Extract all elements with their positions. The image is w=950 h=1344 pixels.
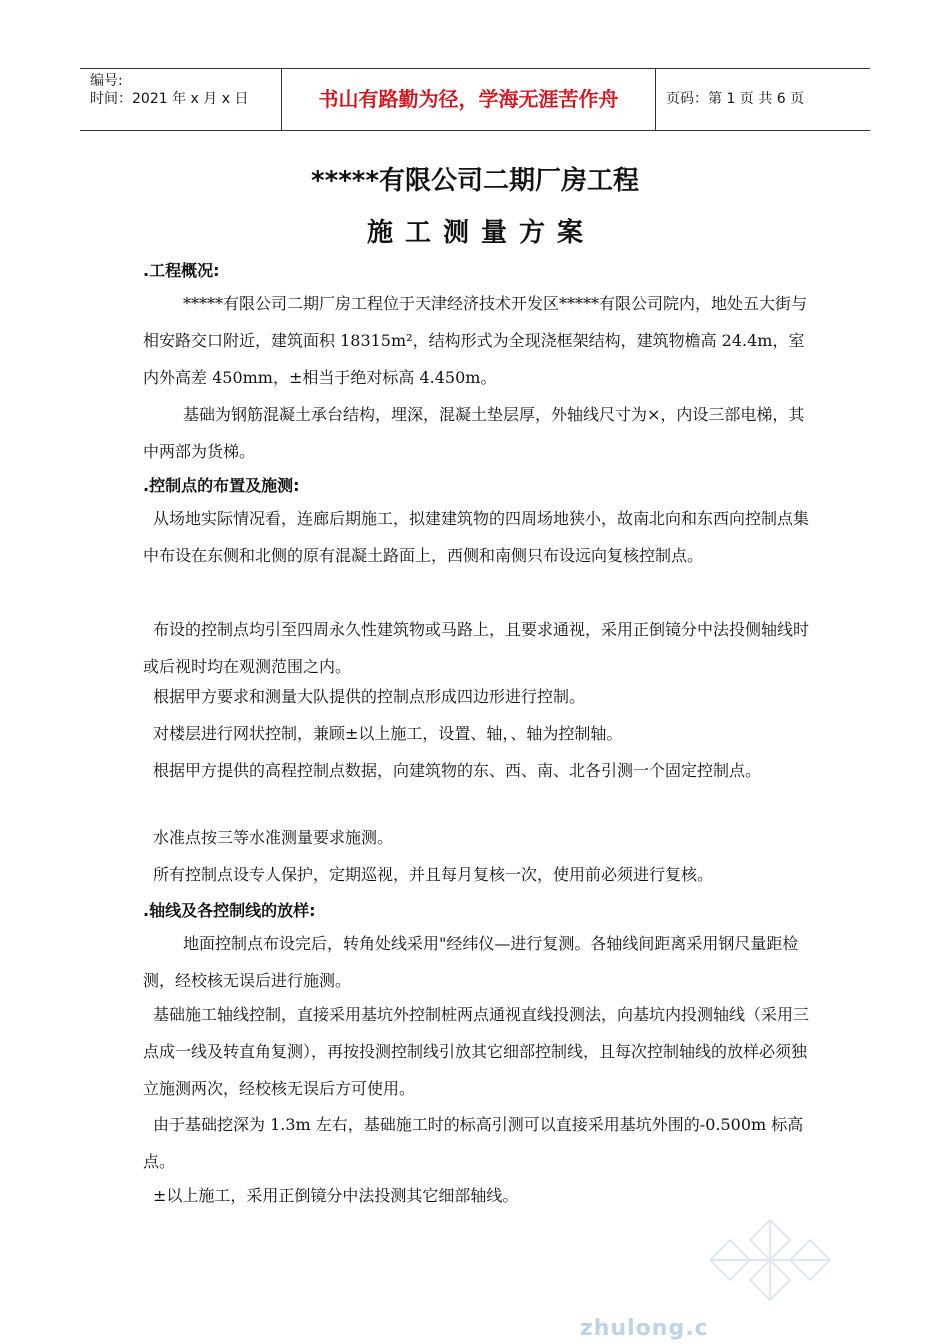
- header-motto: 书山有路勤为径，学海无涯苦作舟: [282, 69, 656, 130]
- paragraph: 地面控制点布设完后，转角处线采用"经纬仪—进行复测。各轴线间距离采用钢尺量距检测，经校核无误后进行施测。: [143, 934, 799, 990]
- document-title: *****有限公司二期厂房工程: [311, 166, 639, 196]
- paragraph: 根据甲方提供的高程控制点数据，向建筑物的东、西、南、北各引测一个固定控制点。: [153, 761, 762, 780]
- paragraph: 由于基础挖深为 1.3m 左右，基础施工时的标高引测可以直接采用基坑外围的-0.500m 标高点。: [143, 1115, 804, 1171]
- header-table: [80, 68, 870, 131]
- serial-label: 编号:: [90, 73, 123, 89]
- paragraph: 基础为钢筋混凝土承台结构，埋深，混凝土垫层厚，外轴线尺寸为×，内设三部电梯，其中两部为货梯。: [143, 405, 805, 461]
- watermark-text: zhulong.c: [580, 1316, 709, 1341]
- document-subtitle: 施工测量方案: [366, 218, 595, 248]
- paragraph: 根据甲方要求和测量大队提供的控制点形成四边形进行控制。: [153, 687, 586, 706]
- paragraph: 所有控制点设专人保护，定期巡视，并且每月复核一次，使用前必须进行复核。: [153, 865, 714, 884]
- section-heading-control-points: .控制点的布置及施测:: [143, 476, 300, 495]
- header-page-info: 页码：第 1 页 共 6 页: [666, 91, 805, 107]
- header-left-cell: [80, 69, 282, 130]
- watermark-logo-icon: [690, 1210, 850, 1330]
- paragraph: ±以上施工，采用正倒镜分中法投测其它细部轴线。: [153, 1186, 519, 1205]
- paragraph: 基础施工轴线控制，直接采用基坑外控制桩两点通视直线投测法，向基坑内投测轴线（采用三点成一线及转直角复测），再按投测控制线引放其它细部控制线，且每次控制轴线的放样必须独立施测两次，经校核无误后方可使用。: [143, 1005, 810, 1098]
- section-heading-axis-layout: .轴线及各控制线的放样:: [143, 901, 316, 920]
- paragraph: *****有限公司二期厂房工程位于天津经济技术开发区*****有限公司院内，地处五大街与相安路交口附近，建筑面积 18315m²，结构形式为全现浇框架结构，建筑物檐高 24.4m，室内外高差 450mm，±相当于绝对标高 4.450m。: [143, 294, 808, 387]
- paragraph: 从场地实际情况看，连廊后期施工，拟建建筑物的四周场地狭小，故南北向和东西向控制点集中布设在东侧和北侧的原有混凝土路面上，西侧和南侧只布设远向复核控制点。: [143, 509, 810, 565]
- paragraph: 水准点按三等水准测量要求施测。: [153, 828, 394, 847]
- section-heading-overview: .工程概况:: [143, 261, 220, 280]
- time-label: 时间：2021 年 x 月 x 日: [90, 91, 249, 107]
- paragraph: 对楼层进行网状控制，兼顾±以上施工，设置、轴，、轴为控制轴。: [153, 724, 623, 743]
- paragraph: 布设的控制点均引至四周永久性建筑物或马路上，且要求通视，采用正倒镜分中法投侧轴线时或后视时均在观测范围之内。: [143, 620, 810, 676]
